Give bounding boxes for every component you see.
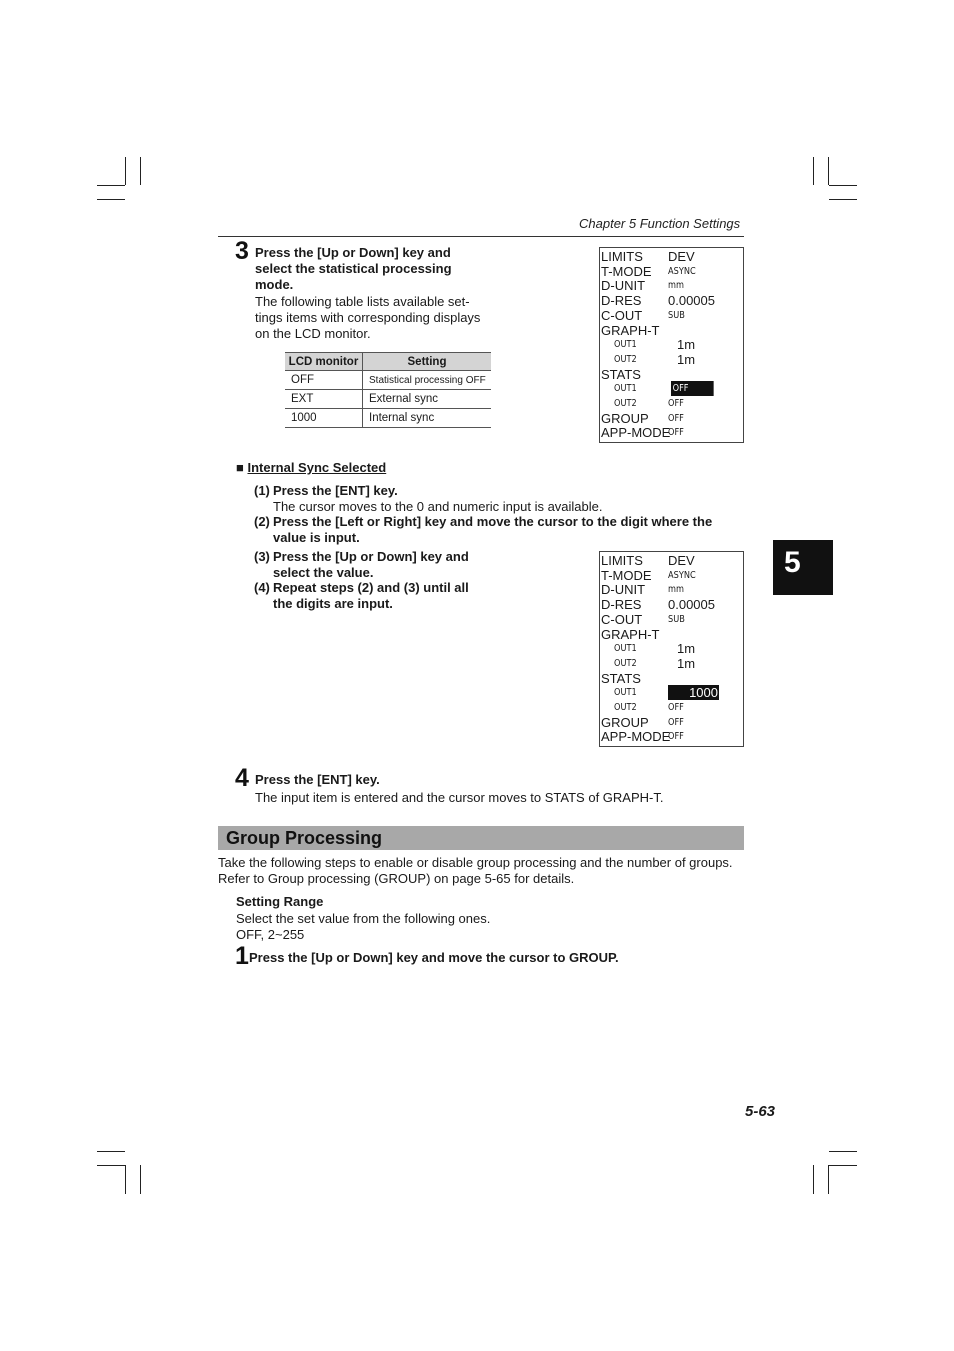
lcd-label: C-OUT	[601, 611, 643, 627]
lcd-label: GRAPH-T	[601, 322, 660, 338]
lcd-row	[600, 278, 743, 293]
lcd-row	[600, 656, 743, 671]
lcd-label: OUT1	[614, 643, 637, 655]
chapter-tab	[773, 540, 833, 595]
lcd-value: 1m	[677, 641, 696, 657]
lcd-row	[600, 685, 743, 700]
lcd-row	[600, 553, 743, 568]
internal-sync-title: Internal Sync Selected	[247, 460, 387, 475]
lcd-label: D-UNIT	[601, 278, 646, 294]
lcd-label: GRAPH-T	[601, 626, 660, 642]
lcd-value: DEV	[668, 249, 695, 264]
chapter-tab-number: 5	[784, 546, 801, 579]
lcd-row	[600, 337, 743, 352]
table-header-setting: Setting	[363, 353, 492, 371]
lcd-row	[600, 641, 743, 656]
lcd-label: C-OUT	[601, 307, 643, 323]
lcd-value: mm	[668, 280, 684, 292]
table-cell: Internal sync	[363, 409, 492, 428]
lcd-label: D-UNIT	[601, 582, 646, 598]
lcd-screen-1	[599, 247, 744, 443]
group-processing-header	[218, 826, 744, 850]
lcd-screen-2	[599, 551, 744, 747]
step-3-title: Press the [Up or Down] key and select the statistical processing mode.	[255, 245, 452, 292]
lcd-value: 0.00005	[668, 293, 715, 309]
header-rule	[218, 236, 744, 237]
lcd-row	[600, 293, 743, 308]
lcd-row	[600, 627, 743, 642]
lcd-row	[600, 671, 743, 686]
lcd-row	[600, 700, 743, 715]
page-number: 5-63	[745, 1103, 776, 1120]
lcd-value: mm	[668, 584, 684, 596]
substep-1-num: (1)	[254, 483, 270, 498]
substep-4-text: Repeat steps (2) and (3) until all the digits are input.	[273, 580, 469, 611]
substep-1-title: Press the [ENT] key.	[273, 483, 398, 498]
square-bullet-icon: ■	[236, 460, 244, 475]
lcd-value: OFF	[671, 381, 714, 396]
lcd-label: D-RES	[601, 597, 642, 613]
lcd-value: OFF	[668, 716, 684, 728]
lcd-value: SUB	[668, 613, 685, 625]
setting-range-title: Setting Range	[236, 894, 324, 909]
lcd-row	[600, 582, 743, 597]
lcd-value: 1m	[677, 655, 696, 671]
lcd-label: OUT2	[614, 702, 637, 713]
lcd-value: ASYNC	[668, 569, 696, 581]
lcd-label: D-RES	[601, 293, 642, 309]
lcd-value: OFF	[668, 427, 684, 439]
lcd-label: LIMITS	[601, 249, 643, 264]
step-3-number: 3	[235, 237, 249, 265]
lcd-row	[600, 249, 743, 264]
step-4-number: 4	[235, 764, 249, 792]
table-cell: 1000	[285, 409, 363, 428]
table-header-lcd: LCD monitor	[285, 353, 363, 371]
lcd-row	[600, 381, 743, 396]
substep-2-num: (2)	[254, 514, 270, 529]
lcd-row	[600, 352, 743, 367]
lcd-label: STATS	[601, 670, 641, 686]
lcd-row	[600, 425, 743, 440]
table-cell: Statistical processing OFF	[363, 371, 492, 390]
table-row	[285, 409, 491, 428]
lcd-row	[600, 308, 743, 323]
lcd-value: DEV	[668, 553, 695, 568]
lcd-label: T-MODE	[601, 567, 652, 583]
lcd-label: GROUP	[601, 410, 649, 426]
lcd-row	[600, 264, 743, 279]
group-intro: Take the following steps to enable or disable group processing and the number of groups. Refer to Group processing (GROUP) on page 5-65 for details.	[218, 855, 733, 886]
table-cell: External sync	[363, 390, 492, 409]
lcd-label: APP-MODE	[601, 729, 671, 745]
lcd-label: GROUP	[601, 714, 649, 730]
substep-1-body: The cursor moves to the 0 and numeric input is available.	[273, 499, 603, 514]
step-4-body: The input item is entered and the cursor moves to STATS of GRAPH-T.	[255, 790, 664, 805]
lcd-label: OUT2	[614, 657, 637, 669]
group-step-1-title: Press the [Up or Down] key and move the cursor to GROUP.	[249, 950, 619, 965]
table-row	[285, 390, 491, 409]
lcd-row	[600, 396, 743, 411]
lcd-row	[600, 367, 743, 382]
lcd-row	[600, 612, 743, 627]
lcd-value: 1000	[668, 685, 719, 700]
group-processing-title: Group Processing	[226, 828, 383, 848]
lcd-settings-table	[285, 352, 491, 428]
lcd-value: ASYNC	[668, 265, 696, 277]
lcd-label: OUT1	[614, 339, 637, 351]
substep-4-num: (4)	[254, 580, 270, 595]
substep-3-text: Press the [Up or Down] key and select the value.	[273, 549, 469, 580]
lcd-value: 0.00005	[668, 597, 715, 613]
substep-2-text: Press the [Left or Right] key and move the cursor to the digit where the value is input.	[273, 514, 713, 545]
lcd-value: OFF	[668, 398, 684, 409]
chapter-header: Chapter 5 Function Settings	[579, 216, 741, 231]
group-step-1-number: 1	[235, 942, 249, 970]
lcd-label: STATS	[601, 366, 641, 382]
table-cell: OFF	[285, 371, 363, 390]
lcd-value: OFF	[668, 412, 684, 424]
lcd-label: OUT2	[614, 353, 637, 365]
table-header-row	[285, 353, 491, 371]
lcd-label: T-MODE	[601, 263, 652, 279]
step-3-body: The following table lists available set- tings items with corresponding displays on the LCD monitor.	[255, 294, 481, 341]
lcd-row	[600, 597, 743, 612]
lcd-label: OUT2	[614, 398, 637, 409]
internal-sync-heading	[236, 460, 386, 475]
lcd-row	[600, 715, 743, 730]
lcd-label: LIMITS	[601, 553, 643, 568]
lcd-label: OUT1	[614, 383, 637, 395]
lcd-value: OFF	[668, 731, 684, 743]
lcd-label: OUT1	[614, 687, 637, 699]
lcd-value: 1m	[677, 337, 696, 353]
table-row	[285, 371, 491, 390]
table-cell: EXT	[285, 390, 363, 409]
lcd-row	[600, 411, 743, 426]
lcd-label: APP-MODE	[601, 425, 671, 441]
lcd-value: SUB	[668, 309, 685, 321]
lcd-value: OFF	[668, 702, 684, 713]
lcd-row	[600, 323, 743, 338]
lcd-row	[600, 568, 743, 583]
substep-3-num: (3)	[254, 549, 270, 564]
step-4-title: Press the [ENT] key.	[255, 772, 380, 787]
setting-range-body: Select the set value from the following ones. OFF, 2~255	[236, 911, 491, 942]
lcd-row	[600, 729, 743, 744]
lcd-value: 1m	[677, 351, 696, 367]
